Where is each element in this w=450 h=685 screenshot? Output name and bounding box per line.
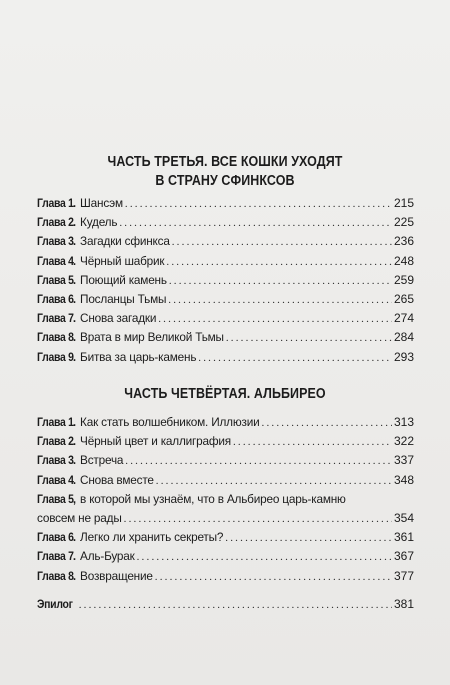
chapter-label: Глава 2 [37,216,74,230]
page-number: 354 [393,510,414,525]
page-number: 293 [393,349,414,364]
leader-dots [158,310,392,329]
toc-entry[interactable]: Глава 3 . Загадки сфинкса ..... 236 [37,232,414,251]
leader-dots [225,529,392,548]
toc-entry[interactable]: Глава 1 . Как стать волшебником. Иллюзии ..... 313 [37,413,414,432]
chapter-label: Глава 9 [37,350,74,364]
chapter-label: Глава 1 [37,416,74,429]
chapter-label: Глава 5 [37,273,74,287]
part-four-toc [37,413,414,586]
chapter-title: Как стать волшебником. Иллюзии [80,415,260,429]
page-number: 348 [393,472,414,487]
page-number: 313 [393,415,414,429]
leader-dots [168,291,392,310]
toc-entry[interactable]: Глава 7 . Снова загадки ..... 274 [37,309,414,328]
page-number: 274 [393,311,414,326]
page-number: 236 [393,234,414,249]
chapter-title: Снова загадки [80,311,157,326]
chapter-title: Снова вместе [80,472,154,487]
leader-dots [172,233,392,252]
toc-entry[interactable]: Глава 2 . Чёрный цвет и каллиграфия ..... 322 [37,432,414,451]
page-number: 367 [393,549,414,564]
leader-dots [262,414,392,433]
chapter-label: Глава 8 [37,331,74,345]
chapter-title: Загадки сфинкса [80,234,170,249]
toc-entry[interactable]: Глава 9 . Битва за царь-камень ..... 293 [37,348,414,367]
part-three-toc [37,194,414,367]
epilogue-label: Эпилог [37,598,73,611]
chapter-title: Аль-Бурак [80,549,135,564]
chapter-title: Врата в мир Великой Тьмы [80,330,224,345]
toc-entry[interactable]: Глава 2 . Кудель ..... 225 [37,213,414,232]
leader-dots [125,452,392,471]
page-number: 322 [393,434,414,449]
part-three-title-line-2: В СТРАНУ СФИНКСОВ [155,173,295,189]
toc-entry[interactable]: Глава 4 . Снова вместе ..... 348 [37,471,414,490]
toc-entry[interactable]: Глава 6 . Посланцы Тьмы ..... 265 [37,290,414,309]
chapter-label: Глава 6 [37,531,74,545]
toc-entry[interactable]: Глава 1 . Шансэм ..... 215 [37,194,414,213]
chapter-label: Глава 3 [37,454,74,468]
chapter-title: Посланцы Тьмы [80,291,167,306]
chapter-label: Глава 1 [37,197,74,210]
page-number: 248 [393,253,414,268]
page-number: 225 [393,215,414,230]
toc-entry[interactable]: Глава 8 . Врата в мир Великой Тьмы ..... 284 [37,328,414,347]
toc-entry[interactable]: Глава 4 . Чёрный шабрик ..... 248 [37,252,414,271]
chapter-title: Кудель [80,215,118,230]
chapter-label: Глава 7 [37,550,74,564]
toc-entry[interactable]: Глава 7 . Аль-Бурак ..... 367 [37,547,414,566]
leader-dots [198,349,392,368]
page-number: 377 [393,568,414,583]
chapter-title: Чёрный цвет и каллиграфия [80,434,231,449]
leader-dots [119,214,392,233]
toc-entry[interactable]: Глава 5 , в которой мы узнаём, что в Альбирео царь-камню [37,490,414,509]
page-number: 259 [393,272,414,287]
chapter-label: Глава 5 [37,492,74,506]
chapter-title: Битва за царь-камень [80,349,197,364]
page-number: 215 [393,196,414,210]
toc-entry-continuation[interactable] [37,509,414,528]
chapter-label: Глава 4 [37,254,74,268]
leader-dots [233,433,392,452]
chapter-label: Глава 2 [37,435,74,449]
chapter-title: в которой мы узнаём, что в Альбирео царь-камню [80,491,346,506]
chapter-label: Глава 7 [37,312,74,326]
leader-dots [125,195,392,214]
leader-dots [124,510,392,529]
leader-dots [169,272,392,291]
toc-entry-epilogue[interactable] [37,595,414,614]
page-number: 381 [393,597,414,611]
page-number: 284 [393,330,414,345]
toc-entry[interactable]: Глава 6 . Легко ли хранить секреты? ..... 361 [37,528,414,547]
toc-entry[interactable]: Глава 8 . Возвращение ..... 377 [37,567,414,586]
chapter-title: Поющий камень [80,272,167,287]
chapter-label: Глава 4 [37,473,74,487]
part-four-title: ЧАСТЬ ЧЕТВЁРТАЯ. АЛЬБИРЕО [124,386,326,402]
page-number: 265 [393,291,414,306]
chapter-title-continuation: совсем не рады [37,510,122,525]
toc-entry[interactable]: Глава 5 . Поющий камень ..... 259 [37,271,414,290]
page-number: 361 [393,530,414,545]
chapter-title: Легко ли хранить секреты? [80,530,224,545]
page-number: 337 [393,453,414,468]
chapter-title: Шансэм [80,196,123,210]
leader-dots [79,596,392,615]
leader-dots [156,472,392,491]
epilogue-toc [37,595,414,614]
toc-entry[interactable]: Глава 3 . Встреча ..... 337 [37,451,414,470]
part-three-title-line-1: ЧАСТЬ ТРЕТЬЯ. ВСЕ КОШКИ УХОДЯТ [107,154,343,170]
leader-dots [166,253,392,272]
chapter-title: Встреча [80,453,124,468]
chapter-label: Глава 8 [37,569,74,583]
chapter-label: Глава 6 [37,292,74,306]
leader-dots [137,548,392,567]
chapter-title: Чёрный шабрик [80,253,165,268]
leader-dots [226,329,392,348]
chapter-label: Глава 3 [37,235,74,249]
leader-dots [155,568,392,587]
chapter-title: Возвращение [80,568,153,583]
